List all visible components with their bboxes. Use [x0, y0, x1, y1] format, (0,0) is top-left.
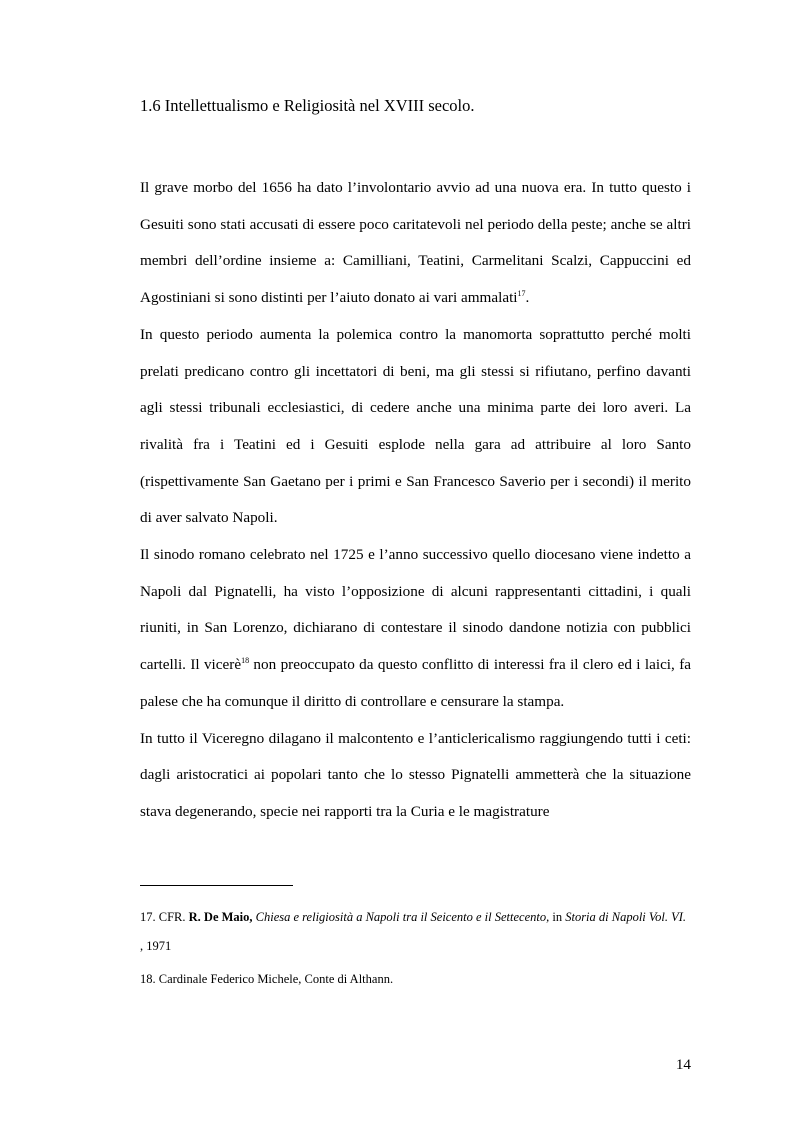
footnote-17-author: R. De Maio, [188, 910, 253, 924]
footnote-17-suffix: , 1971 [140, 939, 172, 953]
body-text [140, 170, 691, 831]
section-title: 1.6 Intellettualismo e Religiosità nel XVIII secolo. [140, 96, 475, 115]
footnote-17-series: Storia di Napoli Vol. VI. [565, 910, 687, 924]
footnote-17 [140, 903, 691, 961]
footnote-18: 18. Cardinale Federico Michele, Conte di Althann. [140, 972, 394, 986]
paragraph-3 [140, 537, 691, 721]
footnote-17-prefix: 17. CFR. [140, 910, 189, 924]
page-number: 14 [675, 1056, 691, 1073]
paragraph-1-end: . [525, 289, 530, 307]
paragraph-4: In tutto il Viceregno dilagano il malcontento e l’anticlericalismo raggiungendo tutti i ceti: dagli aristocratici ai popolari tanto che lo stesso Pignatelli ammetterà che la situazione stava degenerando, specie nei rapporti tra la Curia e le magistrature [140, 729, 691, 820]
paragraph-1 [140, 170, 691, 317]
footnote-17-work-title: Chiesa e religiosità a Napoli tra il Seicento e il Settecento, [252, 910, 550, 924]
document-page [140, 0, 691, 1123]
footnote-ref-18[interactable]: 18 [241, 656, 250, 666]
paragraph-2: In questo periodo aumenta la polemica contro la manomorta soprattutto perché molti prelati predicano contro gli incettatori di beni, ma gli stessi si rifiutano, perfino davanti agli stessi tribunali ecclesiastici, di cedere anche una minima parte dei loro averi. La rivalità fra i Teatini ed i Gesuiti esplode nella gara ad attribuire al loro Santo (rispettivamente San Gaetano per i primi e San Francesco Saverio per i secondi) il merito di aver salvato Napoli. [140, 325, 691, 527]
footnote-ref-17[interactable]: 17 [517, 289, 526, 299]
footnotes [140, 903, 691, 994]
footnote-17-connector: in [549, 910, 566, 924]
paragraph-3-end: non preoccupato da questo conflitto di interessi fra il clero ed i laici, fa palese che ha comunque il diritto di controllare e censurare la stampa. [140, 656, 691, 710]
paragraph-1-text: Il grave morbo del 1656 ha dato l’involontario avvio ad una nuova era. In tutto questo i Gesuiti sono stati accusati di essere poco caritatevoli nel periodo della peste; anche se altri membri dell’ordine insieme a: Camilliani, Teatini, Carmelitani Scalzi, Cappuccini ed Agostiniani si sono distinti per l’aiuto donato ai vari ammalati [140, 179, 691, 307]
paragraph-3-text: Il sinodo romano celebrato nel 1725 e l’anno successivo quello diocesano viene indetto a Napoli dal Pignatelli, ha visto l’opposizione di alcuni rappresentanti cittadini, i quali riuniti, in San Lorenzo, dichiarano di contestare il sinodo dandone notizia con pubblici cartelli. Il vicerè [140, 546, 691, 674]
footnote-divider [140, 885, 293, 886]
